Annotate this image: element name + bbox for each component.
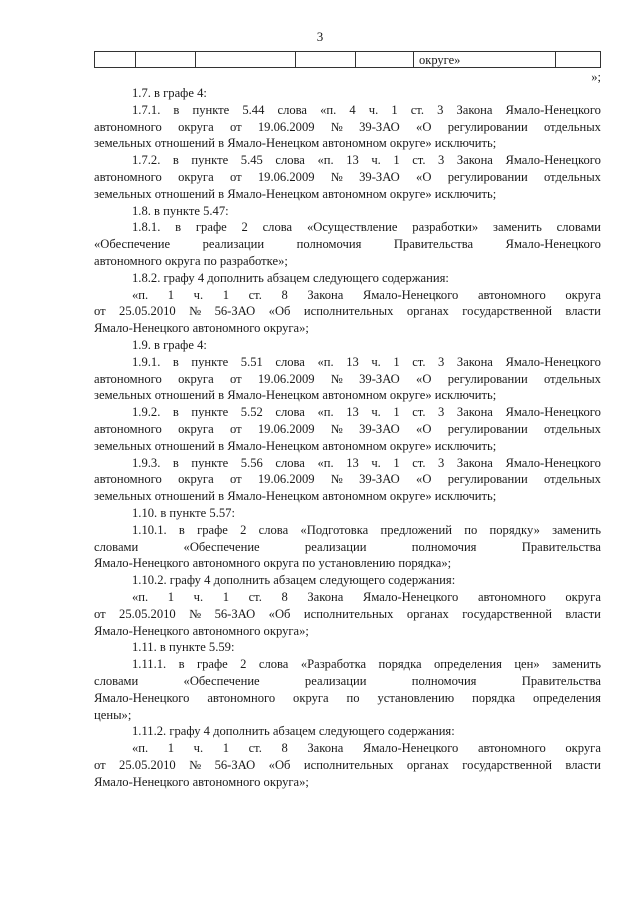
paragraph-line: 1.9.3. в пункте 5.56 слова «п. 13 ч. 1 ст. 3 Закона Ямало-Ненецкого <box>132 455 601 470</box>
paragraph-line: «п. 1 ч. 1 ст. 8 Закона Ямало-Ненецкого автономного округа <box>132 590 601 604</box>
table-column-divider <box>555 52 556 67</box>
paragraph-line: «п. 1 ч. 1 ст. 8 Закона Ямало-Ненецкого автономного округа <box>132 741 601 756</box>
paragraph-line: 1.10. в пункте 5.57: <box>132 506 235 520</box>
paragraph-line: 1.11.1. в графе 2 слова «Разработка порядка определения цен» заменить <box>132 657 601 672</box>
table-fragment <box>94 51 601 68</box>
paragraph-line: земельных отношений в Ямало-Ненецком автономном округе» исключить; <box>94 489 497 504</box>
paragraph-line: земельных отношений в Ямало-Ненецком автономном округе» исключить; <box>94 186 497 201</box>
closing-quote-mark: »; <box>591 70 601 84</box>
paragraph-line: словами «Обеспечение реализации полномочия Правительства <box>94 674 601 688</box>
paragraph-line: 1.9.2. в пункте 5.52 слова «п. 13 ч. 1 ст. 3 Закона Ямало-Ненецкого <box>132 405 601 420</box>
paragraph-line: автономного округа от 19.06.2009 № 39-ЗАО «О регулировании отдельных <box>94 472 601 487</box>
paragraph-line: от 25.05.2010 № 56-ЗАО «Об исполнительных органах государственной власти <box>94 606 601 621</box>
paragraph-line: 1.11.2. графу 4 дополнить абзацем следующего содержания: <box>132 724 455 739</box>
table-column-divider <box>355 52 356 67</box>
paragraph-line: автономного округа от 19.06.2009 № 39-ЗАО «О регулировании отдельных <box>94 371 601 386</box>
paragraph-line: 1.8.1. в графе 2 слова «Осуществление разработки» заменить словами <box>132 220 601 235</box>
paragraph-line: автономного округа от 19.06.2009 № 39-ЗАО «О регулировании отдельных <box>94 170 601 184</box>
table-cell-text: округе» <box>419 53 461 67</box>
table-column-divider <box>195 52 196 67</box>
paragraph-line: 1.9.1. в пункте 5.51 слова «п. 13 ч. 1 ст. 3 Закона Ямало-Ненецкого <box>132 354 601 369</box>
paragraph-line: 1.11. в пункте 5.59: <box>132 640 235 655</box>
paragraph-line: 1.10.2. графу 4 дополнить абзацем следующего содержания: <box>132 573 456 588</box>
paragraph-line: Ямало-Ненецкого автономного округа»; <box>94 623 309 638</box>
paragraph-line: от 25.05.2010 № 56-ЗАО «Об исполнительных органах государственной власти <box>94 304 601 319</box>
paragraph-line: Ямало-Ненецкого автономного округа по установлению порядка определения <box>94 690 601 705</box>
paragraph-line: Ямало-Ненецкого автономного округа»; <box>94 321 309 336</box>
table-column-divider <box>135 52 136 67</box>
paragraph-line: цены»; <box>94 707 132 722</box>
paragraph-line: «п. 1 ч. 1 ст. 8 Закона Ямало-Ненецкого автономного округа <box>132 287 601 302</box>
paragraph-line: Ямало-Ненецкого автономного округа»; <box>94 774 309 789</box>
paragraph-line: земельных отношений в Ямало-Ненецком автономном округе» исключить; <box>94 388 497 403</box>
paragraph-line: словами «Обеспечение реализации полномочия Правительства <box>94 539 601 554</box>
paragraph-line: 1.7. в графе 4: <box>132 86 207 100</box>
paragraph-line: автономного округа по разработке»; <box>94 254 288 268</box>
paragraph-line: земельных отношений в Ямало-Ненецком автономном округе» исключить; <box>94 438 497 453</box>
paragraph-line: 1.8. в пункте 5.47: <box>132 203 229 218</box>
table-column-divider <box>413 52 414 67</box>
paragraph-line: 1.7.2. в пункте 5.45 слова «п. 13 ч. 1 ст. 3 Закона Ямало-Ненецкого <box>132 153 601 168</box>
page-number: 3 <box>316 29 324 44</box>
paragraph-line: 1.9. в графе 4: <box>132 338 207 352</box>
paragraph-line: 1.8.2. графу 4 дополнить абзацем следующего содержания: <box>132 270 449 285</box>
paragraph-line: 1.10.1. в графе 2 слова «Подготовка предложений по порядку» заменить <box>132 522 601 537</box>
paragraph-line: «Обеспечение реализации полномочия Правительства Ямало-Ненецкого <box>94 237 601 252</box>
paragraph-line: от 25.05.2010 № 56-ЗАО «Об исполнительных органах государственной власти <box>94 758 601 772</box>
paragraph-line: Ямало-Ненецкого автономного округа по установлению порядка»; <box>94 556 452 571</box>
paragraph-line: автономного округа от 19.06.2009 № 39-ЗАО «О регулировании отдельных <box>94 422 601 436</box>
paragraph-line: земельных отношений в Ямало-Ненецком автономном округе» исключить; <box>94 136 497 151</box>
paragraph-line: автономного округа от 19.06.2009 № 39-ЗАО «О регулировании отдельных <box>94 119 601 134</box>
table-column-divider <box>295 52 296 67</box>
paragraph-line: 1.7.1. в пункте 5.44 слова «п. 4 ч. 1 ст. 3 Закона Ямало-Ненецкого <box>132 102 601 117</box>
